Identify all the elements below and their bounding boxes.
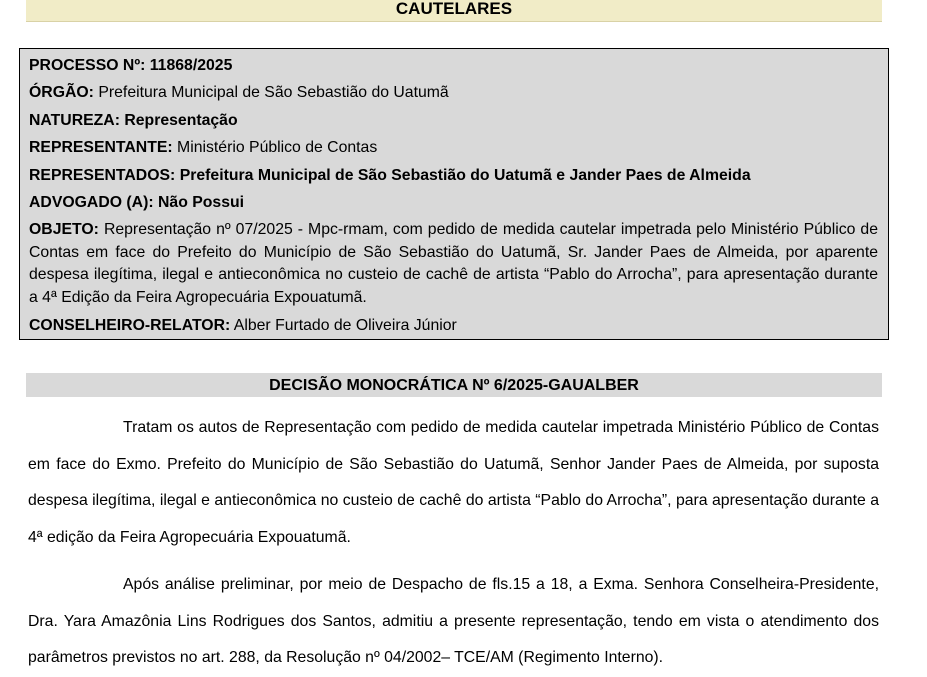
objeto-value: Representação nº 07/2025 - Mpc-rmam, com pedido de medida cautelar impetrada pelo Ministério Público de Contas em face do Prefeito do Município de São Sebastião do Uatumã, Sr. Jander Paes de Almeida, por aparente despesa ilegítima, ilegal e antieconômica no custeio de cachê de artista “Pablo do Arrocha”, para apresentação durante a 4ª Edição da Feira Agropecuária Expouatumã. [29, 221, 878, 306]
processo-row [29, 52, 878, 79]
conselheiro-value: Alber Furtado de Oliveira Júnior [233, 317, 457, 335]
process-info-box [19, 48, 889, 340]
orgao-value: Prefeitura Municipal de São Sebastião do Uatumã [98, 84, 449, 102]
processo-label: PROCESSO Nº: [29, 57, 146, 74]
objeto-label: OBJETO: [29, 221, 99, 239]
objeto-row [29, 216, 878, 312]
representante-value: Ministério Público de Contas [177, 139, 378, 157]
orgao-row [29, 79, 878, 106]
advogado-value: Não Possui [158, 194, 245, 212]
decision-paragraph-2: Após análise preliminar, por meio de Despacho de fls.15 a 18, a Exma. Senhora Conselheira-Presidente, Dra. Yara Amazônia Lins Rodrigues dos Santos, admitiu a presente representação, tendo em vista o atendimento dos parâmetros previstos no art. 288, da Resolução nº 04/2002– TCE/AM (Regimento Interno). [28, 576, 879, 667]
representados-row [29, 162, 878, 189]
decision-title-banner [26, 373, 882, 397]
natureza-row [29, 107, 878, 134]
orgao-label: ÓRGÃO: [29, 84, 94, 102]
representante-row [29, 134, 878, 161]
representante-label: REPRESENTANTE: [29, 139, 173, 157]
conselheiro-label: CONSELHEIRO-RELATOR: [29, 317, 231, 335]
advogado-label: ADVOGADO (A): [29, 194, 154, 212]
natureza-label: NATUREZA: [29, 111, 120, 129]
natureza-value: Representação [124, 111, 238, 129]
decision-paragraph-1: Tratam os autos de Representação com pedido de medida cautelar impetrada Ministério Público de Contas em face do Exmo. Prefeito do Município de São Sebastião do Uatumã, Senhor Jander Paes de Almeida, por suposta despesa ilegítima, ilegal e antieconômica no custeio de cachê do artista “Pablo do Arrocha”, para apresentação durante a 4ª edição da Feira Agropecuária Expouatumã. [28, 419, 879, 547]
section-title: CAUTELARES [395, 0, 513, 18]
decision-title: DECISÃO MONOCRÁTICA Nº 6/2025-GAUALBER [269, 377, 639, 394]
representados-value: Prefeitura Municipal de São Sebastião do Uatumã e Jander Paes de Almeida [179, 166, 751, 184]
processo-value: 11868/2025 [149, 57, 233, 74]
conselheiro-row [29, 312, 878, 339]
advogado-row [29, 189, 878, 216]
representados-label: REPRESENTADOS: [29, 166, 176, 184]
section-title-banner [26, 0, 882, 22]
